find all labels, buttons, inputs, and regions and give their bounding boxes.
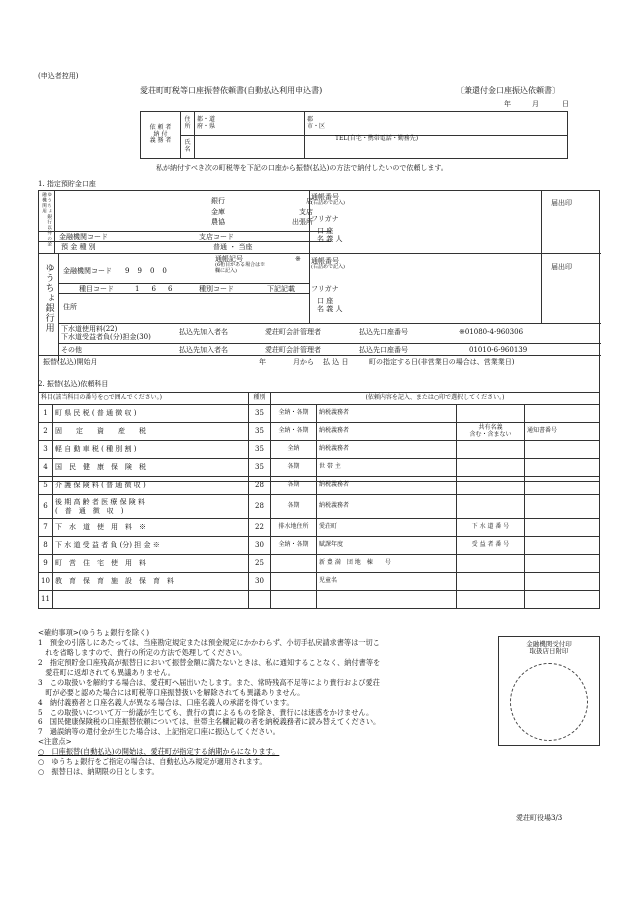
cell-opt: 全納・各期 [271, 537, 317, 555]
cell-x1 [457, 591, 525, 609]
cell-x2: 通知書番号 [525, 423, 600, 441]
bank-stamp-box [498, 636, 600, 746]
seal-label-2: 届出印 [551, 263, 572, 271]
cell-lbl: 新 豊 満 団 地 棟 号 [317, 555, 457, 573]
cell-name: 固 定 資 産 税 [53, 423, 249, 441]
cell-name: 後 期 高 齢 者 医 療 保 険 料 ( 普 通 徴 収 ) [53, 495, 249, 519]
title-tag: 〔兼還付金口座振込依頼書〕 [456, 86, 560, 95]
payee-name-2: 愛荘町会計管理者 [265, 346, 321, 354]
cell-no: 11 [39, 591, 53, 609]
cell-no: 2 [39, 423, 53, 441]
seal-label-1: 届出印 [551, 199, 572, 207]
table-row[interactable] [39, 555, 600, 573]
cell-x1 [457, 405, 525, 423]
fin-code-label: 金融機関コード [63, 267, 112, 275]
table-row[interactable] [39, 591, 600, 609]
table-row[interactable] [39, 423, 600, 441]
table-row[interactable] [39, 477, 600, 495]
cell-lbl: 児童名 [317, 573, 457, 591]
furigana-label: フリガナ [311, 215, 339, 223]
branch-types: 店 支店 出張所 [292, 197, 313, 226]
payee-acct-2: 01010-6-960139 [469, 346, 528, 354]
table-row[interactable] [39, 405, 600, 423]
star-mark: ※ [295, 255, 301, 263]
account-name-label: 口 座 名 義 人 [317, 227, 343, 244]
cell-lbl: 納税義務者 [317, 495, 457, 519]
city-field[interactable]: 郡 市・区 [305, 112, 568, 136]
cell-kind: 30 [249, 573, 271, 591]
cell-kind [249, 591, 271, 609]
cell-opt: 各期 [271, 477, 317, 495]
cell-kind: 35 [249, 441, 271, 459]
note-item: 3 この取扱いを解約する場合は、愛荘町へ届出いたします。また、常時残高不足等により貴行および愛荘 [38, 677, 380, 687]
address-label: 住所 [181, 112, 195, 136]
cell-x2 [525, 555, 600, 573]
footer: 愛荘町役場3/3 [516, 814, 563, 822]
sewer-usage: 下水道使用料(22) [61, 325, 118, 333]
cell-opt: 全納・各期 [271, 423, 317, 441]
cell-opt: 各期 [271, 459, 317, 477]
cell-name [53, 591, 249, 609]
note-item: 7 過誤納等の還付金が生じた場合は、上記指定口座に振込してください。 [38, 727, 280, 737]
cell-lbl [317, 591, 457, 609]
start-month: 月から [293, 358, 314, 366]
table-row[interactable] [39, 519, 600, 537]
branch-code-label: 支店コード [199, 233, 234, 241]
table-row[interactable] [39, 495, 600, 519]
cell-x2 [525, 537, 600, 555]
cell-x1 [457, 459, 525, 477]
cell-kind: 25 [249, 555, 271, 573]
requester-table [140, 111, 568, 159]
cell-lbl: 世 帯 主 [317, 459, 457, 477]
cell-no: 3 [39, 441, 53, 459]
cell-x1: 下 水 道 番 号 [457, 519, 525, 537]
caution-item: ○ 振替日は、納期限の日とします。 [38, 767, 159, 777]
note-item: 2 指定預貯金口座残高が振替日において振替金額に満たないときは、私に通知することなく、納付書等を [38, 657, 381, 667]
cell-x1 [457, 573, 525, 591]
cell-no: 1 [39, 405, 53, 423]
cell-x1 [457, 477, 525, 495]
cell-x1: 受 益 者 番 号 [457, 537, 525, 555]
start-year: 年 [259, 358, 266, 366]
note-head: (依頼内容を記入、または○印で選択してください。) [271, 393, 600, 405]
cell-no: 4 [39, 459, 53, 477]
deposit-options[interactable]: 普通 ・ 当座 [213, 243, 253, 251]
stamp-title: 金融機関受付印 取扱店日附印 [526, 640, 572, 656]
kind-code2-label: 種別コード [199, 285, 234, 293]
cell-kind: 35 [249, 405, 271, 423]
cell-opt [271, 573, 317, 591]
cell-opt [271, 591, 317, 609]
cell-x2 [525, 477, 600, 495]
table-row[interactable] [39, 537, 600, 555]
table-row[interactable] [39, 459, 600, 477]
items-table [38, 392, 600, 609]
bank-day-note: 町の指定する日(非営業日の場合は、営業業日) [369, 358, 515, 366]
cell-name: 町 営 住 宅 使 用 料 [53, 555, 249, 573]
table-row[interactable] [39, 573, 600, 591]
cell-kind: 35 [249, 423, 271, 441]
note-item: 町が必要と認めた場合には町税等口座振替扱いを解除されても異議ありません。 [38, 687, 305, 697]
payee-acct-label-2: 払込先口座番号 [359, 346, 408, 354]
cell-lbl: 納税義務者 [317, 423, 457, 441]
cell-name: 下 水 道 使 用 料 ※ [53, 519, 249, 537]
yucho-furigana-label: フリガナ [311, 285, 339, 293]
cell-opt: 排水地住所 [271, 519, 317, 537]
caution-title: <注意点> [38, 737, 72, 747]
agreement-notes [38, 628, 380, 777]
fin-code-digits: 9 9 0 0 [125, 267, 167, 275]
cell-name: 国 民 健 康 保 険 税 [53, 459, 249, 477]
yucho-address-label: 住所 [63, 303, 77, 311]
cell-lbl: 納税義務者 [317, 477, 457, 495]
cell-name: 教 育 保 育 施 設 保 育 料 [53, 573, 249, 591]
note-item: 6 国民健康保険税の口座振替依頼については、世帯主名欄記載の者を納税義務者に読み替えてください。 [38, 717, 381, 727]
note-item: 5 この取扱いについて万一紛議が生じても、貴行の責によるものを除き、貴行には迷惑をかけません。 [38, 707, 374, 717]
stamp-circle [510, 663, 588, 741]
cell-opt: 各期 [271, 495, 317, 519]
cell-opt: 全納 [271, 441, 317, 459]
cell-no: 10 [39, 573, 53, 591]
requester-label: 依 頼 者 納 付 義 務 者 [141, 112, 181, 159]
cell-x2 [525, 519, 600, 537]
cell-no: 6 [39, 495, 53, 519]
cell-no: 7 [39, 519, 53, 537]
payee-name-1: 愛荘町会計管理者 [265, 328, 321, 336]
submitter-note: (申込者控用) [38, 72, 79, 80]
caution-item: ○ ゆうちょ銀行をご指定の場合は、自動払込み規定が適用されます。 [38, 757, 267, 767]
cell-name: 下 水 道 受 益 者 負 (分) 担 金 ※ [53, 537, 249, 555]
yucho-account-no-label: 通帳番号 (右詰めで記入) [311, 257, 345, 271]
cell-x2 [525, 495, 600, 519]
cell-no: 8 [39, 537, 53, 555]
cell-opt [271, 555, 317, 573]
section1-title: 1. 指定預貯金口座 [38, 180, 96, 188]
cell-kind: 35 [249, 459, 271, 477]
date-month: 月 [532, 100, 539, 108]
cell-x2 [525, 459, 600, 477]
payee-label-1: 払込先加入者名 [179, 328, 228, 336]
note-item: 愛荘町に返却されても異議ありません。 [38, 667, 175, 677]
cell-x1 [457, 555, 525, 573]
cell-name: 介 護 保 険 料 ( 普 通 徴 収 ) [53, 477, 249, 495]
items-head: 科目(該当科目の番号を○で囲んでください。) [39, 393, 249, 405]
kind-code-label: 種目コード [79, 285, 114, 293]
payee-acct-label-1: 払込先口座番号 [359, 328, 408, 336]
caution-item: ○ 口座振替(自動払込)の開始は、愛荘町が指定する納期からになります。 [38, 747, 280, 757]
kind-head: 種別 [249, 393, 271, 405]
pref-field[interactable]: 都・道 府・県 [195, 112, 305, 136]
sewer-burden: 下水道受益者負(分)担金(30) [61, 333, 151, 341]
cell-name: 町 県 民 税 ( 普 通 徴 収 ) [53, 405, 249, 423]
section2-title: 2. 振替(払込)依頼科目 [38, 380, 109, 388]
cell-kind: 28 [249, 495, 271, 519]
payee-acct-1: ※01080-4-960306 [459, 328, 524, 336]
kind-code-digits: 1 6 6 [135, 285, 173, 293]
deposit-type-label: 預 金 種 別 [61, 243, 96, 251]
cell-lbl: 納税義務者 [317, 441, 457, 459]
cell-x1: 共有名義 含む・含まない [457, 423, 525, 441]
name-field[interactable] [195, 136, 305, 159]
account-no-label: 通帳番号 (右詰めで記入) [311, 193, 345, 207]
intro-text: 私が納付すべき次の町税等を下記の口座から振替(払込)の方法で納付したいので依頼します。 [156, 164, 448, 172]
cell-x2 [525, 441, 600, 459]
yucho-account-name-label: 口 座 名 義 人 [317, 297, 343, 314]
other-label: その他 [61, 346, 82, 354]
note-item: 4 納付義務者と口座名義人が異なる場合は、口座名義人の承諾を得ています。 [38, 697, 294, 707]
bank-code-label: 金融機関コード [59, 233, 108, 241]
cell-no: 5 [39, 477, 53, 495]
name-label: 氏名 [181, 136, 195, 159]
table-row[interactable] [39, 441, 600, 459]
cell-lbl: 賦課年度 [317, 537, 457, 555]
cell-lbl: 納税義務者 [317, 405, 457, 423]
cell-opt: 全納・各期 [271, 405, 317, 423]
start-label: 振替(払込)開始月 [43, 358, 98, 366]
cell-kind: 28 [249, 477, 271, 495]
note-item: れを省略しますので、貴行の所定の方法で処理してください。 [38, 647, 247, 657]
cell-x2 [525, 573, 600, 591]
date-year: 年 [504, 100, 511, 108]
other-bank-side-label: ゆうちょ銀行以外の金融機関用 [39, 191, 55, 253]
page-title: 愛荘町町税等口座振替依頼書(自動払込利用申込書) [140, 86, 323, 95]
yucho-side-label: ゆうちょ銀行用 [39, 253, 59, 361]
cell-name: 軽 自 動 車 税 ( 種 別 割 ) [53, 441, 249, 459]
cell-lbl: 愛荘町 [317, 519, 457, 537]
cell-x1 [457, 441, 525, 459]
passbook-code-label: 通帳記号 (6桁目がある場合は※欄に記入) [215, 255, 266, 274]
cell-kind: 30 [249, 537, 271, 555]
cell-no: 9 [39, 555, 53, 573]
cell-x2 [525, 591, 600, 609]
notes-title: <確約事項>(ゆうちょ銀行を除く) [38, 628, 150, 637]
bank-types: 銀行 金庫 農協 [211, 197, 225, 226]
tel-field[interactable]: TEL(自宅・携帯電話・勤務先) [305, 136, 568, 159]
payee-label-2: 払込先加入者名 [179, 346, 228, 354]
note-item: 1 預金の引落しにあたっては、当座勘定規定または預金規定にかかわらず、小切手払戻請求書等は一切こ [38, 637, 380, 647]
cell-x2 [525, 405, 600, 423]
bank-day-label: 払 込 日 [323, 358, 349, 366]
cell-kind: 22 [249, 519, 271, 537]
cell-x1 [457, 495, 525, 519]
date-day: 日 [562, 100, 569, 108]
bottom-entry-label: 下記記載 [267, 285, 295, 293]
